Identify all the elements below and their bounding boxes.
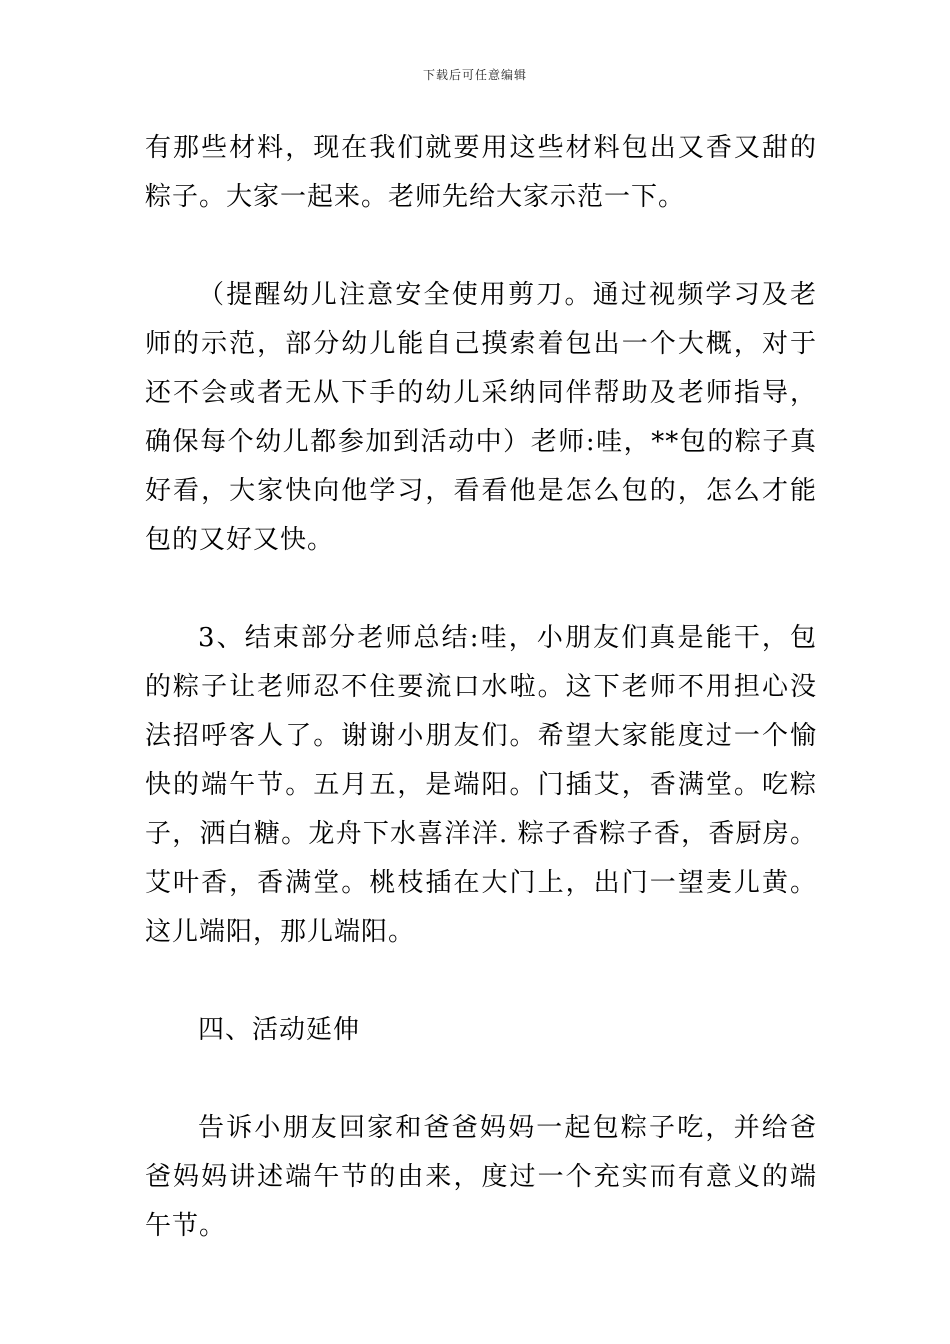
document-body: [145, 124, 817, 1251]
paragraph-materials: 有那些材料，现在我们就要用这些材料包出又香又甜的粽子。大家一起来。老师先给大家示范一下。: [145, 133, 817, 212]
paragraph-safety-reminder: （提醒幼儿注意安全使用剪刀。通过视频学习及老师的示范，部分幼儿能自己摸索着包出一个大概，对于还不会或者无从下手的幼儿采纳同伴帮助及老师指导，确保每个幼儿都参加到活动中）老师:哇，**包的粽子真好看，大家快向他学习，看看他是怎么包的，怎么才能包的又好又快。: [145, 280, 817, 555]
page-header-note: 下载后可任意编辑: [422, 68, 527, 82]
section-heading-extension: 四、活动延伸: [198, 1015, 361, 1045]
paragraph-conclusion: 3、结束部分老师总结:哇，小朋友们真是能干，包的粽子让老师忍不住要流口水啦。这下老师不用担心没法招呼客人了。谢谢小朋友们。希望大家能度过一个愉快的端午节。五月五，是端阳。门插艾，香满堂。吃粽子，洒白糖。龙舟下水喜洋洋. 粽子香粽子香，香厨房。艾叶香，香满堂。桃枝插在大门上，出门一望麦儿黄。这儿端阳，那儿端阳。: [145, 623, 817, 947]
paragraph-extension: 告诉小朋友回家和爸爸妈妈一起包粽子吃，并给爸爸妈妈讲述端午节的由来，度过一个充实而有意义的端午节。: [145, 1113, 817, 1241]
